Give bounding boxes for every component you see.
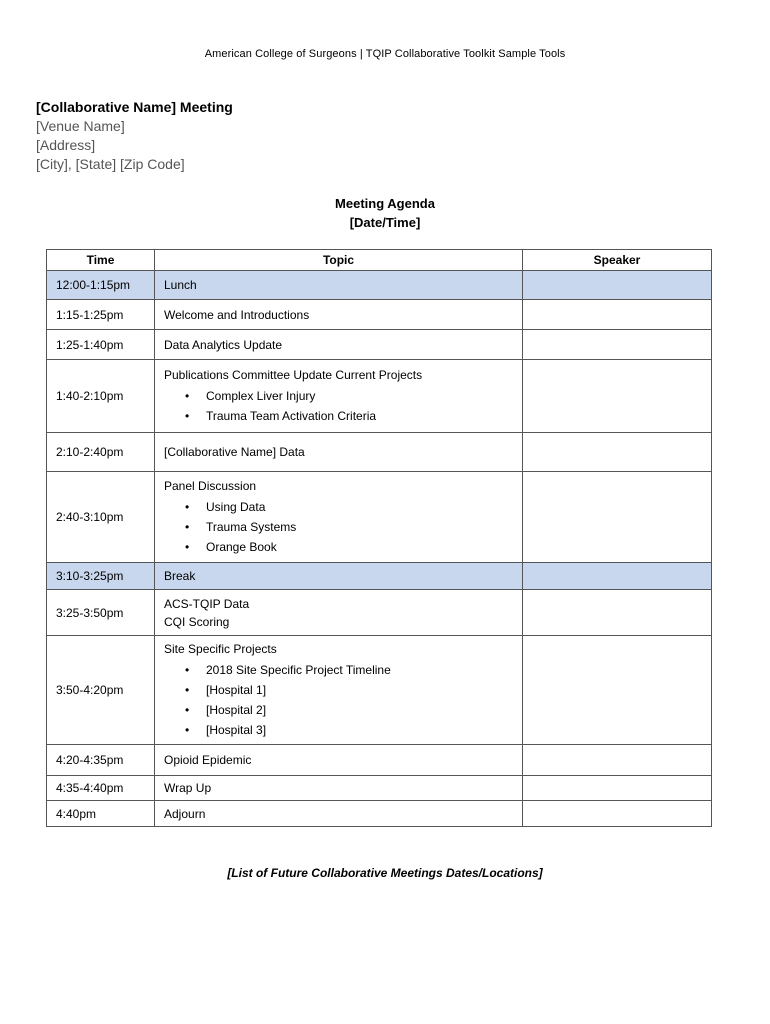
table-row (47, 330, 712, 360)
city-state-zip: [City], [State] [Zip Code] (36, 156, 185, 172)
address: [Address] (36, 137, 96, 153)
table-row (47, 472, 712, 563)
list-item: • Trauma Systems (206, 517, 513, 537)
list-item: • Using Data (206, 497, 513, 517)
table-row (47, 590, 712, 636)
topic-cell: Break (155, 563, 523, 590)
column-header-topic: Topic (155, 250, 523, 271)
table-row (47, 433, 712, 472)
table-row (47, 801, 712, 827)
topic-cell: [Collaborative Name] Data (155, 433, 523, 472)
speaker-cell (523, 330, 712, 360)
topic-heading: Site Specific Projects (164, 642, 277, 656)
topic-sublist (164, 497, 513, 557)
table-row (47, 300, 712, 330)
time-cell: 3:50-4:20pm (47, 636, 155, 745)
topic-cell: Lunch (155, 271, 523, 300)
topic-line: ACS-TQIP Data (164, 596, 250, 611)
table-header-row (47, 250, 712, 271)
time-cell: 1:15-1:25pm (47, 300, 155, 330)
topic-cell (155, 636, 523, 745)
speaker-cell (523, 360, 712, 433)
future-meetings-note: [List of Future Collaborative Meetings Dates/Locations] (227, 866, 543, 880)
topic-heading: Publications Committee Update Current Projects (164, 368, 423, 382)
time-cell: 1:40-2:10pm (47, 360, 155, 433)
meeting-info (36, 98, 233, 174)
time-cell: 4:35-4:40pm (47, 776, 155, 801)
time-cell: 3:10-3:25pm (47, 563, 155, 590)
venue-name: [Venue Name] (36, 118, 125, 134)
list-item: • [Hospital 3] (206, 720, 513, 740)
list-item: • [Hospital 1] (206, 680, 513, 700)
speaker-cell (523, 801, 712, 827)
agenda-table (46, 249, 712, 827)
topic-cell (155, 360, 523, 433)
time-cell: 2:40-3:10pm (47, 472, 155, 563)
topic-cell: Wrap Up (155, 776, 523, 801)
topic-cell (155, 590, 523, 636)
time-cell: 2:10-2:40pm (47, 433, 155, 472)
list-item: • [Hospital 2] (206, 700, 513, 720)
time-cell: 1:25-1:40pm (47, 330, 155, 360)
topic-cell: Adjourn (155, 801, 523, 827)
speaker-cell (523, 433, 712, 472)
list-item: • Trauma Team Activation Criteria (206, 406, 513, 426)
page-header: American College of Surgeons | TQIP Collaborative Toolkit Sample Tools (204, 48, 566, 60)
topic-cell: Welcome and Introductions (155, 300, 523, 330)
time-cell: 12:00-1:15pm (47, 271, 155, 300)
speaker-cell (523, 271, 712, 300)
topic-line: CQI Scoring (164, 614, 230, 629)
speaker-cell (523, 300, 712, 330)
table-row (47, 271, 712, 300)
column-header-time: Time (47, 250, 155, 271)
list-item: • 2018 Site Specific Project Timeline (206, 660, 513, 680)
speaker-cell (523, 745, 712, 776)
agenda-datetime: [Date/Time] (349, 215, 421, 230)
agenda-heading (0, 194, 770, 232)
table-row (47, 745, 712, 776)
speaker-cell (523, 472, 712, 563)
table-row (47, 360, 712, 433)
topic-cell: Data Analytics Update (155, 330, 523, 360)
speaker-cell (523, 590, 712, 636)
time-cell: 3:25-3:50pm (47, 590, 155, 636)
time-cell: 4:20-4:35pm (47, 745, 155, 776)
topic-cell (155, 472, 523, 563)
meeting-title: [Collaborative Name] Meeting (36, 99, 233, 115)
table-row (47, 563, 712, 590)
topic-sublist (164, 386, 513, 426)
table-row (47, 776, 712, 801)
topic-cell: Opioid Epidemic (155, 745, 523, 776)
column-header-speaker: Speaker (523, 250, 712, 271)
speaker-cell (523, 563, 712, 590)
speaker-cell (523, 776, 712, 801)
time-cell: 4:40pm (47, 801, 155, 827)
topic-heading: Panel Discussion (164, 479, 257, 493)
topic-sublist (164, 660, 513, 740)
table-row (47, 636, 712, 745)
speaker-cell (523, 636, 712, 745)
list-item: • Orange Book (206, 537, 513, 557)
agenda-title: Meeting Agenda (335, 196, 435, 211)
list-item: • Complex Liver Injury (206, 386, 513, 406)
